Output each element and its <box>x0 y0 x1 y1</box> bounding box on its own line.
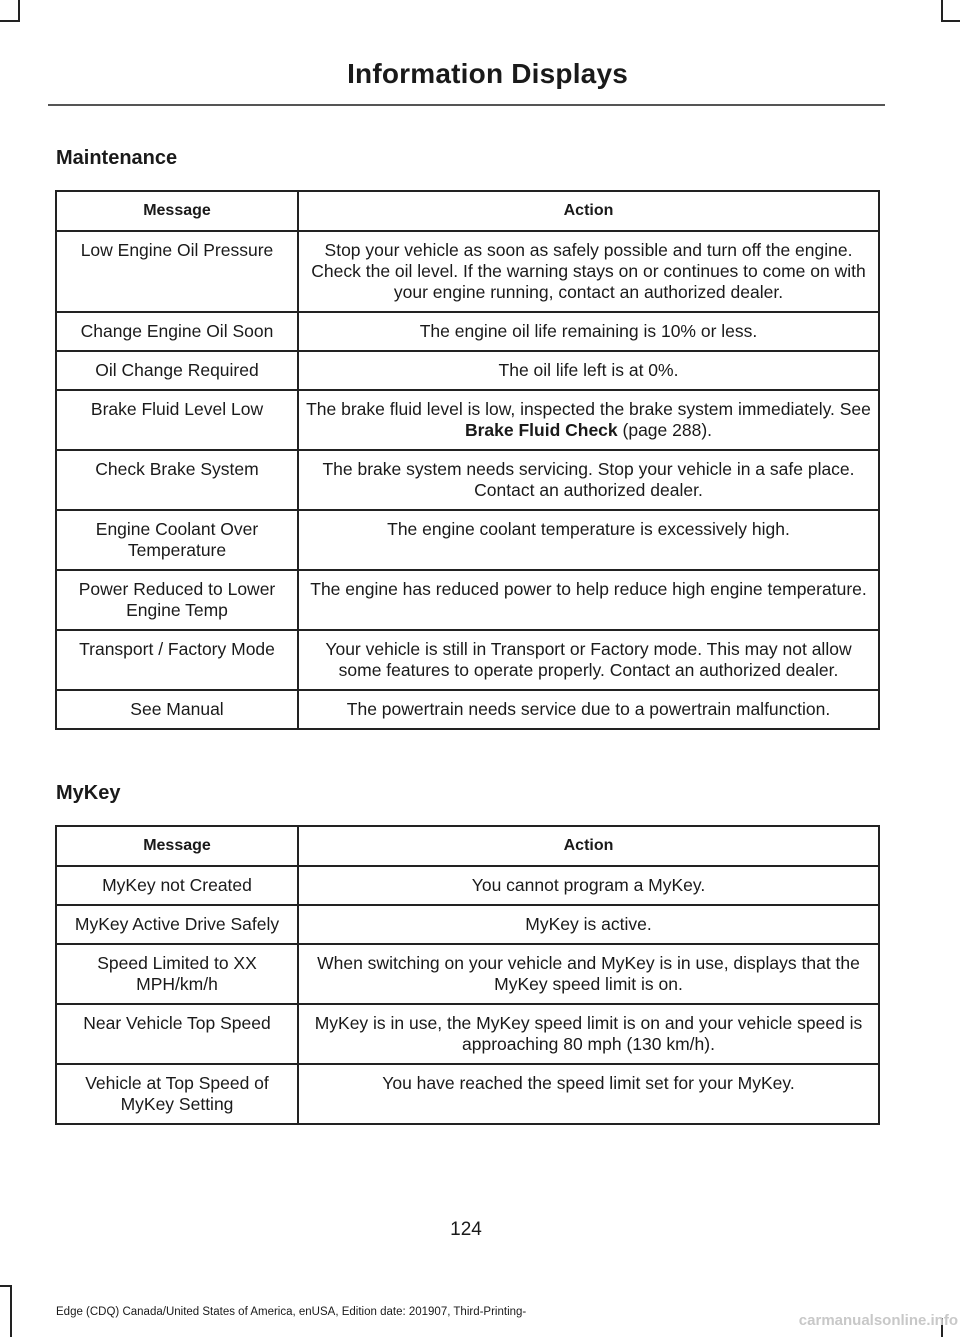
table-row <box>56 905 879 944</box>
table-row <box>56 510 879 570</box>
message-cell: MyKey Active Drive Safely <box>56 905 298 944</box>
table-row <box>56 1064 879 1124</box>
table-row <box>56 1004 879 1064</box>
table-row <box>56 630 879 690</box>
action-cell: The engine coolant temperature is excessively high. <box>298 510 879 570</box>
action-cell: The engine oil life remaining is 10% or less. <box>298 312 879 351</box>
message-cell: Power Reduced to Lower Engine Temp <box>56 570 298 630</box>
message-cell: Oil Change Required <box>56 351 298 390</box>
page-title: Information Displays <box>347 58 628 89</box>
action-cell: You cannot program a MyKey. <box>298 866 879 905</box>
column-header-message: Message <box>56 191 298 231</box>
action-cell: The oil life left is at 0%. <box>298 351 879 390</box>
message-cell: Change Engine Oil Soon <box>56 312 298 351</box>
table-row <box>56 351 879 390</box>
column-header-action: Action <box>298 826 879 866</box>
crop-mark <box>941 20 960 22</box>
column-header-action: Action <box>298 191 879 231</box>
action-cell: Stop your vehicle as soon as safely possible and turn off the engine. Check the oil level. If the warning stays on or continues to come on with your engine running, contact an authorized dealer. <box>298 231 879 312</box>
table-row <box>56 690 879 729</box>
action-cell: The engine has reduced power to help reduce high engine temperature. <box>298 570 879 630</box>
message-cell: Vehicle at Top Speed of MyKey Setting <box>56 1064 298 1124</box>
action-cell: The powertrain needs service due to a powertrain malfunction. <box>298 690 879 729</box>
table-row <box>56 570 879 630</box>
mykey-heading: MyKey <box>56 782 121 804</box>
column-header-message: Message <box>56 826 298 866</box>
page-number: 124 <box>450 1219 482 1240</box>
crop-mark <box>10 1285 12 1337</box>
message-cell: See Manual <box>56 690 298 729</box>
message-cell: MyKey not Created <box>56 866 298 905</box>
crop-mark <box>18 0 20 22</box>
table-header-row <box>56 191 879 231</box>
message-cell: Check Brake System <box>56 450 298 510</box>
table-row <box>56 312 879 351</box>
table-row <box>56 450 879 510</box>
table-row <box>56 390 879 450</box>
action-text: The brake fluid level is low, inspected the brake system immediately. See <box>306 399 871 419</box>
action-cell: You have reached the speed limit set for your MyKey. <box>298 1064 879 1124</box>
action-cell: MyKey is in use, the MyKey speed limit is on and your vehicle speed is approaching 80 mph (130 km/h). <box>298 1004 879 1064</box>
crop-mark <box>0 1285 12 1287</box>
maintenance-heading: Maintenance <box>56 147 178 169</box>
table-row <box>56 231 879 312</box>
action-cell: Your vehicle is still in Transport or Factory mode. This may not allow some features to operate properly. Contact an authorized dealer. <box>298 630 879 690</box>
crop-mark <box>0 20 20 22</box>
message-cell: Brake Fluid Level Low <box>56 390 298 450</box>
action-cell: The brake system needs servicing. Stop your vehicle in a safe place. Contact an authorized dealer. <box>298 450 879 510</box>
footer-edition-text: Edge (CDQ) Canada/United States of America, enUSA, Edition date: 201907, Third-Printing- <box>56 1306 527 1318</box>
table-header-row <box>56 826 879 866</box>
maintenance-table <box>55 190 880 730</box>
action-cell: MyKey is active. <box>298 905 879 944</box>
table-row <box>56 944 879 1004</box>
message-cell: Transport / Factory Mode <box>56 630 298 690</box>
action-cell: When switching on your vehicle and MyKey is in use, displays that the MyKey speed limit is on. <box>298 944 879 1004</box>
header-divider <box>48 104 885 106</box>
message-cell: Near Vehicle Top Speed <box>56 1004 298 1064</box>
message-cell: Low Engine Oil Pressure <box>56 231 298 312</box>
mykey-table <box>55 825 880 1125</box>
message-cell: Engine Coolant Over Temperature <box>56 510 298 570</box>
message-cell: Speed Limited to XX MPH/km/h <box>56 944 298 1004</box>
watermark: carmanualsonline.info <box>798 1312 958 1329</box>
page-reference-suffix: (page 288). <box>617 420 713 440</box>
crop-mark <box>941 0 943 22</box>
page-reference-link[interactable]: Brake Fluid Check <box>464 420 618 440</box>
table-row <box>56 866 879 905</box>
action-cell <box>298 390 879 450</box>
